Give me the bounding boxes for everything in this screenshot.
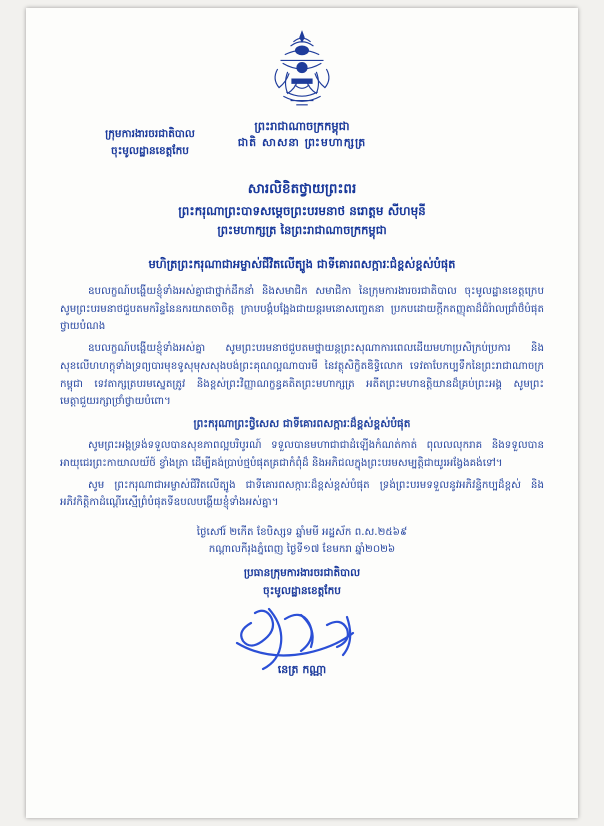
kingdom-line-1: ព្រះរាជាណាចក្រកម្ពុជា bbox=[254, 119, 350, 133]
signature-area bbox=[60, 603, 544, 677]
signer-title-line-2: ចុះមូលដ្ឋានខេត្តកែប bbox=[263, 584, 341, 597]
letter-body bbox=[60, 283, 544, 512]
signer-title-block bbox=[60, 565, 544, 601]
date-line-1: ថ្ងៃសៅរ៍ ២កើត ខែបិស្សទ ឆ្នាំមមី អដ្ឋស័ក ព.ស.២៥៦៩ bbox=[196, 525, 408, 538]
paragraph-1: ឧបលក្ខណ៍បង្ហើយខ្ញុំទាំងអស់គ្នាជាថ្នាក់ដឹកនាំ និងសមាជិក សមាជិកា នៃក្រុមការងារចរជាតិបាល ចុះមូលដ្ឋានខេត្តក្រេប សូមព្រះបរមនាថជួបតមករិន្ទនៃនករយាតចាចិត្ត ក្រាបបង្គំបង្អែងជាយន្តរមនោសញ្ចេតនា ប្រកបដោយក្តីកតញ្ញុតាដ៏ជំរ៉ាលជ្រាំថ៏បំផុតថ្វាយបំណង bbox=[60, 285, 544, 333]
signer-title-line-1: ប្រធានក្រុមការងារចរជាតិបាល bbox=[243, 566, 361, 579]
signer-name: នេត្រ កណ្ណា bbox=[277, 662, 327, 676]
handwritten-signature-icon bbox=[197, 603, 407, 677]
paragraph-2: ឧបលក្ខណ៍បង្ហើយខ្ញុំទាំងអស់គ្នា សូមព្រះបរមនាថជួបតមថ្នាយន្តព្រះសុណាការពេលដើយមហាប្រសិក្រប់ប្រការ និងសុខលើហហក្តុទាំងទ្រព្យបារមុខទូសុមុសសុងបង់ព្រះគុណល្អណាបារមី នៃវត្ថុសិក្ខិតឌិទ្ធិលោក ទេវតាបែកប្បទឹកនៃព្រះរាជាណាចក្រកម្ពុជា ទេវតាក្សត្របរមស្នេតត្រូវ និងខ្ពស់ព្រះវិញ្ញាណក្ខន្ធគតិតព្រះមហាក្សត្រ អតីតព្រះមហាឧត្តិយានដ៏គ្រប់ព្រះអង្គ សូមព្រះមេត្តាជួយរក្សាថ្រាំថ្វាយបំពោ។ bbox=[60, 342, 544, 408]
organization-line-1: ក្រុមការងារចរជាតិបាល bbox=[105, 128, 195, 140]
title-line-3: ព្រះមហាក្សត្រ នៃព្រះរាជាណាចក្រកម្ពុជា bbox=[217, 223, 387, 238]
letter-sheet bbox=[26, 8, 578, 818]
title-line-1: សារលិខិតថ្វាយព្រះពរ bbox=[247, 180, 357, 197]
kingdom-line-2: ជាតិ សាសនា ព្រះមហាក្សត្រ bbox=[237, 136, 367, 150]
paragraph-3: សូមព្រះអង្គទ្រង់ទទួលបានសុខភាពល្អបរិបូរណ៍ ទទួលបានមហាជាជាដំឡើងកំណត់កាត់ ពុលលលុករាគ និងទទួលបានអាយុជេរព្រះកាយាលយ័ថ៍ ខ្វាំងត្រា ដើម្បីគង់ប្រាប់ថ្មបំផុតគ្រជាកំពុំដ៏ និងអភិជលក្នុងព្រះបរមសម្បត្តិជាយូរអង្វែងគង់ទៅ។ bbox=[60, 439, 544, 469]
letter-subject: មហិត្រព្រះករុណាជាអម្ចាស់ជីវិតលើត្បូង ជាទីគោរពសក្ការៈជំខ្ពស់ខ្ពស់បំផុត bbox=[148, 256, 456, 271]
paragraph-4: សូម ព្រះករុណាជាអម្ចាស់ជីវិតលើត្បូង ជាទីគោរពសក្ការៈដ៏ខ្ពស់ខ្ពស់បំផុត ទ្រង់ព្រះបរមទទួលនូវអភិវន្ទិកប្បដ៏ខ្ពស់ និងអភិវកិត្តិកាដំណ្ដើរស្មើព្រំបំផុតទីឧបលបង្ហើយខ្ញុំទាំងអស់គ្នា។ bbox=[60, 478, 544, 509]
subject-repeat: ព្រះករុណាព្រះថ្វិសេស ជាទីគោរពសក្ការៈដ៏ខ្ពស់ខ្ពស់បំផុត bbox=[193, 417, 411, 430]
date-block bbox=[60, 524, 544, 559]
date-line-2: កណ្តាលកីរុងភ្នំពេញ ថ្ងៃទី១៧ ខែមករា ឆ្នាំ២០២៦ bbox=[208, 543, 396, 556]
royal-emblem-icon bbox=[259, 26, 345, 112]
organization-line-2: ចុះមូលដ្ឋានខេត្តកែប bbox=[111, 144, 189, 157]
letter-title bbox=[60, 178, 544, 241]
emblem-container bbox=[60, 26, 544, 116]
organization-block bbox=[60, 126, 240, 160]
title-line-2: ព្រះករុណាព្រះបាទសម្តេចព្រះបរមនាថ នរោត្តម សីហមុនី bbox=[178, 203, 426, 218]
